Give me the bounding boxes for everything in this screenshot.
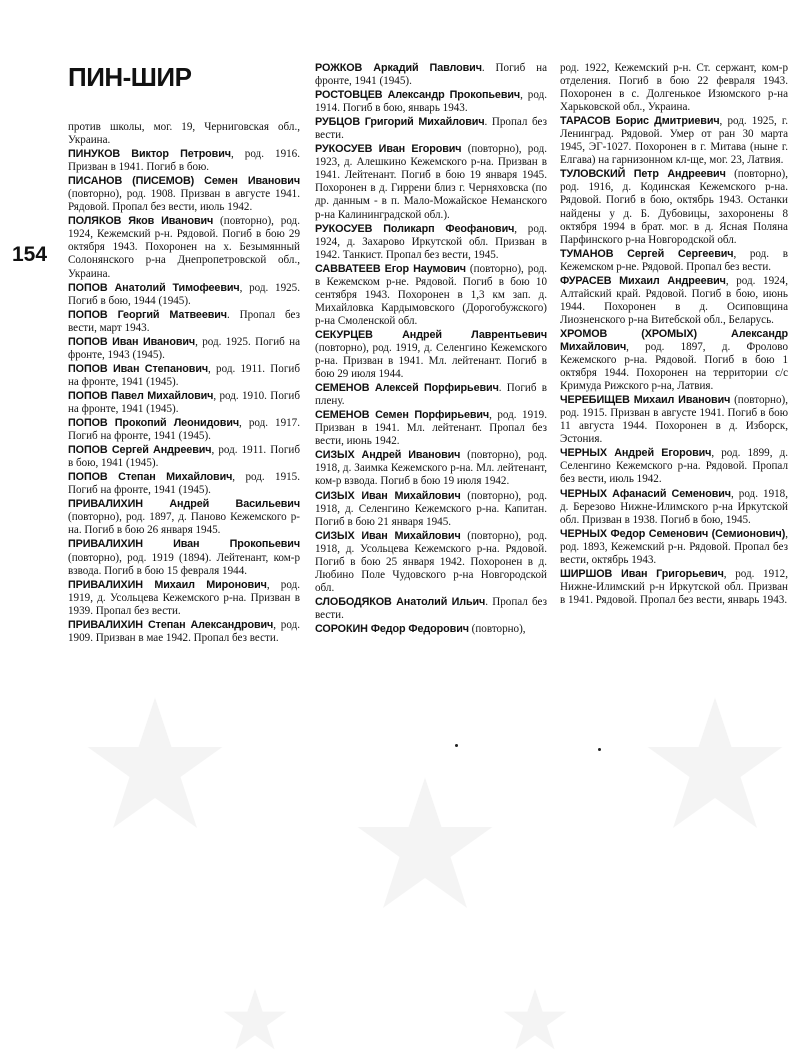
entry-name: ПОЛЯКОВ Яков Иванович (68, 215, 214, 228)
list-item (68, 619, 300, 645)
entry-name: ПОПОВ Прокопий Леонидович (68, 417, 240, 430)
entry-text: . Пропал без вести. (315, 595, 547, 621)
list-item (560, 328, 788, 393)
entry-name: ПРИВАЛИХИН Андрей Васильевич (68, 498, 300, 511)
entry-list (315, 62, 547, 636)
list-item (315, 329, 547, 381)
entry-name: ПОПОВ Анатолий Тимофеевич (68, 281, 240, 294)
entry-text: (повторно), род. в Кежемском р-не. Рядовой. Погиб в бою 10 сентября 1943. Похоронен в 1,3 км зап. д. Михайловка Кардымовского (Дорогобужского) р-на Смоленской обл. (315, 262, 547, 327)
column-2 (315, 62, 547, 637)
entry-name: ПОПОВ Иван Степанович (68, 362, 209, 375)
entry-text: , род. 1917. Погиб на фронте, 1941 (1945). (68, 417, 300, 443)
list-item (315, 143, 547, 221)
entry-name: ПОПОВ Георгий Матвеевич (68, 308, 227, 321)
list-item (315, 382, 547, 408)
list-item (315, 409, 547, 448)
entry-name: ПИНУКОВ Виктор Петрович (68, 148, 231, 161)
entry-name: ТУМАНОВ Сергей Сергеевич (560, 247, 734, 260)
list-item (315, 62, 547, 88)
entry-text: , род. 1924, д. Захарово Иркутской обл. Призван в 1942. Танкист. Пропал без вести, 1945. (315, 222, 547, 261)
entry-text: , род. 1897, д. Фролово Кежемского р-на. Рядовой. Погиб в бою 1 октября 1944. Похоронен на территории с/с Кримуда Рижского р-на, Латвия. (560, 340, 788, 393)
entry-name: ФУРАСЕВ Михаил Андреевич (560, 274, 726, 287)
entry-text: (повторно), род. 1919, д. Селенгино Кежемского р-на. Призван в 1941. Мл. лейтенант. Погиб в бою 29 июля 1944. (315, 341, 547, 381)
list-item (315, 116, 547, 142)
list-item (68, 498, 300, 537)
entry-list (68, 148, 300, 645)
entry-name: ТУЛОВСКИЙ Петр Андреевич (560, 168, 726, 181)
entry-name: РУКОСУЕВ Иван Егорович (315, 143, 462, 156)
list-item (560, 488, 788, 527)
entry-name: СИЗЫХ Иван Михайлович (315, 529, 461, 542)
watermark-star-icon (640, 690, 790, 840)
entry-name: ЧЕРНЫХ Федор Семенович (Семионович) (560, 527, 786, 540)
entry-name: СЕМЕНОВ Алексей Порфирьевич (315, 382, 499, 395)
entry-name: САВВАТЕЕВ Егор Наумович (315, 262, 466, 275)
entry-text: , род. 1893, Кежемский р-н. Рядовой. Пропал без вести, октябрь 1943. (560, 527, 788, 566)
list-item (560, 528, 788, 567)
entry-text: (повторно), род. 1919 (1894). Лейтенант, ком-р взвода. Погиб в бою 15 февраля 1944. (68, 551, 300, 577)
entry-name: РУКОСУЕВ Поликарп Феофанович (315, 222, 515, 235)
entry-name: РОЖКОВ Аркадий Павлович (315, 62, 482, 74)
entry-name: РОСТОВЦЕВ Александр Прокопьевич (315, 89, 521, 102)
entry-text: , род. 1918, д. Березово Нижне-Илимского р-на Иркутской обл. Призван в 1938. Погиб в бою, 1945. (560, 487, 788, 526)
entry-text: , род. 1925, г. Ленинград. Рядовой. Умер от ран 30 марта 1945, ЭГ-1027. Похоронен в г. Митава (ныне г. Елгава) на гарнизонном кл-ще, мог. 23, Латвия. (560, 115, 788, 167)
list-item (68, 336, 300, 362)
entry-name: СОРОКИН Федор Федорович (315, 622, 469, 635)
entry-text: . Пропал без вести. (315, 116, 547, 142)
entry-text: (повторно), род. 1923, д. Алешкино Кежемского р-на. Призван в 1941. Лейтенант. Погиб в бою 19 января 1945. Похоронен в д. Гиррени близ г. Черняховска (по др. данным - в п. Мало-Можайское Неманского р-на Калининградской обл.). (315, 143, 547, 221)
entry-name: СЕКУРЦЕВ Андрей Лаврентьевич (315, 328, 547, 341)
list-item (68, 417, 300, 443)
list-item (315, 596, 547, 622)
entry-name: РУБЦОВ Григорий Михайлович (315, 116, 485, 129)
list-item (560, 248, 788, 274)
entry-text: , род. 1911. Погиб в бою, 1941 (1945). (68, 444, 300, 470)
list-item (68, 471, 300, 497)
entry-text: , род. 1899, д. Селенгино Кежемского р-на. Рядовой. Пропал без вести, июль 1942. (560, 447, 788, 486)
column-3 (560, 62, 788, 608)
entry-name: ПИСАНОВ (ПИСЕМОВ) Семен Иванович (68, 175, 300, 188)
entry-name: ЧЕРНЫХ Афанасий Семенович (560, 487, 731, 500)
entry-text: . Пропал без вести, март 1943. (68, 308, 300, 334)
entry-text: , род. 1914. Погиб в бою, январь 1943. (315, 89, 547, 115)
scan-dot (598, 748, 601, 751)
list-item (560, 275, 788, 327)
list-item (560, 115, 788, 167)
watermark-star-icon (350, 770, 500, 920)
entry-name: ПОПОВ Степан Михайлович (68, 471, 233, 484)
entry-name: ПОПОВ Иван Иванович (68, 335, 196, 348)
list-item (68, 309, 300, 335)
list-item (68, 363, 300, 389)
continuation-text: против школы, мог. 19, Черниговская обл., Украина. (68, 121, 300, 147)
list-item (315, 89, 547, 115)
entry-name: ШИРШОВ Иван Григорьевич (560, 567, 724, 580)
watermark-star-icon (500, 985, 570, 1055)
entry-text: (повторно), род. 1918, д. Усольцева Кежемского р-на. Рядовой. Погиб в бою 25 января 1942. Похоронен в д. Любино Поле Чудовского р-на Новгородской обл. (315, 529, 547, 594)
list-item (315, 223, 547, 262)
entry-name: ЧЕРНЫХ Андрей Егорович (560, 447, 712, 460)
watermark-star-icon (220, 985, 290, 1055)
entry-text: (повторно), (468, 622, 526, 635)
entry-text: , род. 1919. Призван в 1941. Мл. лейтенант. Пропал без вести, июнь 1942. (315, 409, 547, 448)
list-item (315, 449, 547, 488)
list-item (560, 447, 788, 486)
list-item (315, 623, 547, 636)
entry-name: ЧЕРЕБИЩЕВ Михаил Иванович (560, 394, 731, 407)
entry-name: СИЗЫХ Андрей Иванович (315, 449, 461, 462)
page-number: 154 (12, 243, 48, 266)
entry-name: СЛОБОДЯКОВ Анатолий Ильич (315, 595, 486, 608)
entry-text: . Погиб на фронте, 1941 (1945). (315, 62, 547, 88)
entry-text: , род. 1919, д. Усольцева Кежемского р-на. Призван в 1939. Пропал без вести. (68, 578, 300, 617)
entry-name: ХРОМОВ (ХРОМЫХ) Александр Михайлович (560, 327, 788, 353)
scan-dot (455, 744, 458, 747)
list-item (68, 390, 300, 416)
entry-name: СЕМЕНОВ Семен Порфирьевич (315, 409, 490, 422)
entry-name: ПРИВАЛИХИН Степан Александрович (68, 618, 274, 631)
entry-text: , род. 1909. Призван в мае 1942. Пропал без вести. (68, 618, 300, 644)
page-header-title: ПИН-ШИР (68, 62, 192, 92)
list-item (560, 568, 788, 607)
entry-text: , род. 1911. Погиб на фронте, 1941 (1945). (68, 362, 300, 388)
entry-list (560, 115, 788, 607)
list-item (68, 282, 300, 308)
entry-name: ПРИВАЛИХИН Михаил Миронович (68, 578, 267, 591)
entry-text: , род. 1915. Погиб на фронте, 1941 (1945). (68, 471, 300, 497)
entry-text: (повторно), род. 1918, д. Заимка Кежемского р-на. Мл. лейтенант, ком-р взвода. Погиб в бою 19 июля 1942. (315, 449, 547, 488)
list-item (68, 444, 300, 470)
list-item (315, 530, 547, 595)
entry-text: . Погиб в плену. (315, 382, 548, 408)
entry-text: , род. 1910. Погиб на фронте, 1941 (1945). (68, 389, 300, 415)
continuation-text: род. 1922, Кежемский р-н. Ст. сержант, ком-р отделения. Погиб в бою 22 февраля 1943. Похоронен в с. Долгенькое Изюмского р-на Харьковской обл., Украина. (560, 62, 788, 114)
entry-text: (повторно), род. 1915. Призван в августе 1941. Погиб в бою 11 августа 1944. Похоронен в д. Изборск, Эстония. (560, 394, 788, 446)
list-item (68, 538, 300, 577)
entry-text: (повторно), род. 1916, д. Кодинская Кежемского р-на. Рядовой. Погиб в бою, октябрь 1943. Останки найдены у д. Б. Дубовицы, захоронены 8 октября 1994 в брат. мог. в д. Ясная Поляна Парфинского р-на Новгородской обл. (560, 168, 788, 246)
entry-text: (повторно), род. 1897, д. Паново Кежемского р-на. Погиб в бою 26 января 1945. (68, 511, 300, 537)
entry-text: (повторно), род. 1918, д. Селенгино Кежемского р-на. Капитан. Погиб в бою 21 января 1945. (315, 489, 547, 528)
entry-text: (повторно), род. 1924, Кежемский р-н. Рядовой. Погиб в бою 29 октября 1943. Похоронен на х. Безымянный Солонянского р-на Днепропетровской обл., Украина. (68, 215, 300, 280)
watermark-star-icon (80, 690, 230, 840)
entry-name: ТАРАСОВ Борис Дмитриевич (560, 115, 720, 128)
list-item (560, 168, 788, 246)
list-item (68, 175, 300, 214)
entry-name: ПОПОВ Павел Михайлович (68, 389, 214, 402)
entry-text: , род. в Кежемском р-не. Рядовой. Пропал без вести. (560, 247, 788, 273)
list-item (315, 490, 547, 529)
entry-text: , род. 1924, Алтайский край. Рядовой. Погиб в бою, июнь 1944. Похоронен в д. Осиповщина Лиозненского р-на Витебской обл., Беларусь. (560, 274, 788, 326)
list-item (560, 394, 788, 446)
entry-text: , род. 1916. Призван в 1941. Погиб в бою. (68, 148, 300, 174)
list-item (68, 148, 300, 174)
list-item (68, 579, 300, 618)
entry-name: ПРИВАЛИХИН Иван Прокопьевич (68, 538, 300, 551)
entry-text: , род. 1925. Погиб на фронте, 1943 (1945). (68, 335, 300, 361)
entry-name: ПОПОВ Сергей Андреевич (68, 444, 212, 457)
column-1 (68, 121, 300, 646)
entry-name: СИЗЫХ Иван Михайлович (315, 489, 461, 502)
entry-text: (повторно), род. 1908. Призван в августе 1941. Рядовой. Пропал без вести, июль 1942. (68, 188, 300, 214)
list-item (68, 215, 300, 280)
entry-text: , род. 1912, Нижне-Илимский р-н Иркутской обл. Призван в 1941. Рядовой. Пропал без вести, январь 1943. (560, 567, 788, 606)
entry-text: , род. 1925. Погиб в бою, 1944 (1945). (68, 281, 300, 307)
list-item (315, 263, 547, 328)
